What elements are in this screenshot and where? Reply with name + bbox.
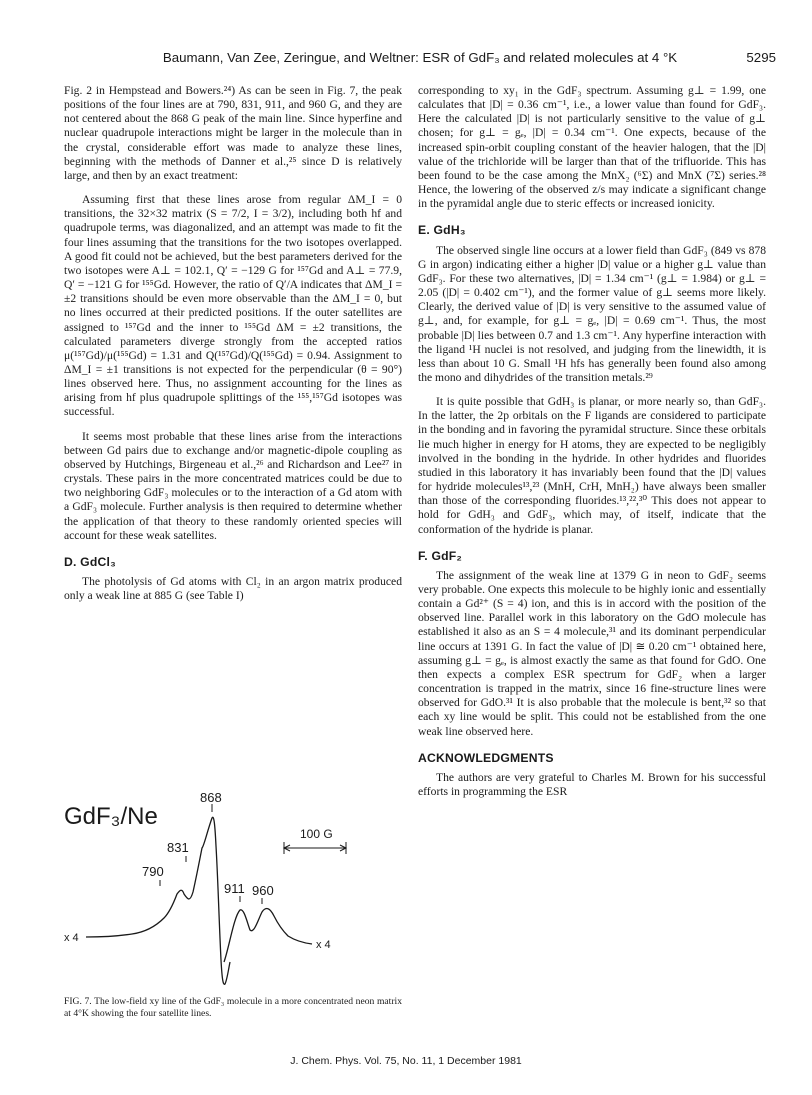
spectrum-trace-satellites — [224, 909, 312, 962]
peak-label-911: 911 — [224, 881, 245, 896]
paragraph: It seems most probable that these lines arise from the interactions between Gd pairs due to exchange and/or magnetic-dipole coupling as observed by Hutchings, Birgeneau et al.,²⁶ and Richardson and Lee²⁷ in crystals. These pairs in the more concentrated matrices could be due to two neighboring GdF₃ molecules or to the interaction of a Gd atom with a GdF₃ molecule. Further analysis is then required to determine whether the application of that theory to these randomly oriented species will account for these weak satellites. — [64, 429, 402, 542]
peak-label-790: 790 — [142, 864, 164, 879]
peak-label-868: 868 — [200, 790, 222, 805]
section-heading-gdf2: F. GdF₂ — [418, 548, 463, 563]
section-heading-gdh3: E. GdH₃ — [418, 223, 466, 238]
esr-spectrum-plot — [64, 790, 402, 995]
paragraph: Fig. 2 in Hempstead and Bowers.²⁴) As can be seen in Fig. 7, the peak positions of the four lines are at 790, 831, 911, and 960 G, and they are not centered about the 868 G peak of the main line. Since hyperfine and nuclear quadrupole interactions might be larger in the molecule than in the crystal, considerable effort was made to analyze these lines, beginning with the methods of Danner et al.,²⁵ since D is relatively large, and then by an exact treatment: — [64, 84, 402, 182]
section-heading-acknowledgments: ACKNOWLEDGMENTS — [418, 750, 554, 765]
paragraph: The assignment of the weak line at 1379 G in neon to GdF₂ seems very probable. One expects this molecule to be highly ionic and essentially contain a Gd²⁺ (S = 4) ion, and this is in accord with the position of the observed line. Parallel work in this laboratory on the GdO molecule has established it also as an S = 4 molecule,³¹ and its dominant perpendicular line occurs at 1391 G. In fact the value of |D| ≅ 0.20 cm⁻¹ obtained here, assuming g⊥ = gₑ, is almost exactly the same as that found for GdO. One then expects a complex ESR spectrum for GdF₂ when a larger concentration is trapped in the matrix, since 16 fine-structure lines were observed for GdO.³¹ It is also probable that the molecule is bent,³² so that each xy line would be split. This could not be established from the one weak line observed here. — [418, 568, 766, 738]
running-title: Baumann, Van Zee, Zeringue, and Weltner: ESR of GdF₃ and related molecules at 4 °K — [162, 50, 678, 65]
figure-label: GdF₃/Ne — [64, 803, 158, 830]
paragraph: The observed single line occurs at a lower field than GdF₃ (849 vs 878 G in argon) indicating either a higher |D| value or a higher g⊥ value than GdF₃. For these two alternatives, |D| = 1.34 cm⁻¹ (g⊥ = 1.984) or g⊥ = 2.05 (|D| = 0.402 cm⁻¹), and the former value of g⊥ seems more likely. Clearly, the derived value of |D| is very sensitive to the assumed value of g⊥, and, for example, for g⊥ = gₑ, |D| = 0.69 cm⁻¹. Thus, the most probable |D| lies between 0.7 and 1.3 cm⁻¹. Any hyperfine interaction with the ligand ¹H nuclei is not resolved, and judging from the linewidth, it is less than about 10 G. Small ¹H hfs has generally been found also among the mono and dihydrides of the transition metals.²⁹ — [418, 243, 766, 384]
spectrum-trace-main — [86, 817, 230, 984]
page-number: 5295 — [746, 50, 776, 65]
left-column — [64, 84, 402, 613]
paragraph: corresponding to xy₁ in the GdF₃ spectrum. Assuming g⊥ = 1.99, one calculates that |D| = 0.36 cm⁻¹, i.e., a lower value than found for GdF₃. Here the calculated |D| is not particularly sensitive to the value of g⊥ chosen; for g⊥ = gₑ, |D| = 0.34 cm⁻¹. One expects, because of the increased spin-orbit coupling constant of the heavier halogen, that the |D| value of the trichloride will be larger than that of the trifluoride. This has been found to be the case among the MnX₂ (⁶Σ) and MnX (⁷Σ) series.²⁸ Hence, the lowering of the observed z/s may indicate a significant change in the pyramidal angle due to steric effects or increased ionicity. — [418, 84, 766, 211]
peak-label-960: 960 — [252, 883, 274, 898]
paragraph: The authors are very grateful to Charles M. Brown for his successful efforts in programming the ESR — [418, 770, 766, 799]
figure-7 — [64, 790, 402, 995]
figure-caption: FIG. 7. The low-field xy line of the GdF₃ molecule in a more concentrated neon matrix at 4°K showing the four satellite lines. — [64, 996, 402, 1019]
gain-label-right: x 4 — [316, 939, 331, 951]
gain-label-left: x 4 — [64, 932, 79, 944]
paragraph: It is quite possible that GdH₃ is planar, or more nearly so, than GdF₃. In the latter, the 2p orbitals on the F ligands are considered to participate in the bonding and in favoring the pyramidal structure. Since these orbitals lie much higher in energy for H atoms, they are expected to be negligibly involved in the bonding in the hydride. In other hydrides and fluorides studied in this laboratory it has invariably been found that the |D| values for hydride molecules¹³,²³ (MnH, CrH, MnH₂) have always been smaller than those of the corresponding fluorides.¹³,²²,³⁰ This does not appear to hold for GdH₃ and GdF₃, which may, of itself, indicate that the conformation of the hydride is planar. — [418, 395, 766, 536]
paragraph: The photolysis of Gd atoms with Cl₂ in an argon matrix produced only a weak line at 885 G (see Table I) — [64, 575, 402, 603]
running-header — [64, 50, 776, 70]
scale-bar-label: 100 G — [300, 827, 333, 841]
right-column — [418, 84, 766, 809]
paragraph: Assuming first that these lines arose from regular ΔM_I = 0 transitions, the 32×32 matrix (S = 7/2, I = 3/2), including both hf and quadrupole terms, was diagonalized, and an attempt was made to fit the four lines assuming that the transitions for the two isotopes overlapped. A good fit could not be achieved, but the best parameters derived for the two isotopes were A⊥ = 102.1, Q′ = −129 G for ¹⁵⁷Gd and A⊥ = 77.9, Q′ = −121 G for ¹⁵⁵Gd. However, the ratio of Q′/A indicates that ΔM_I = ±2 transitions should be even more observable than the ΔM_I = 0, but no lines occurred at their predicted positions. If the outer satellites are assigned to ¹⁵⁷Gd and the inner to ¹⁵⁵Gd ΔM = ±2 transitions, the calculated parameters diverge strongly from the accepted ratios μ(¹⁵⁷Gd)/μ(¹⁵⁵Gd) = 1.31 and Q(¹⁵⁷Gd)/Q(¹⁵⁵Gd) = 0.94. Assignment to ΔM_I = ±1 transitions is not expected for the perpendicular (θ = 90°) lines observed here. Thus, no assignment accounting for the lines as arising from hf plus quadrupole splittings of the ¹⁵⁵,¹⁵⁷Gd isotopes was successful. — [64, 193, 402, 419]
peak-label-831: 831 — [167, 840, 189, 855]
journal-footer: J. Chem. Phys. Vol. 75, No. 11, 1 December 1981 — [290, 1055, 522, 1067]
scale-bar — [284, 842, 346, 854]
section-heading-gdcl3: D. GdCl₃ — [64, 554, 116, 569]
